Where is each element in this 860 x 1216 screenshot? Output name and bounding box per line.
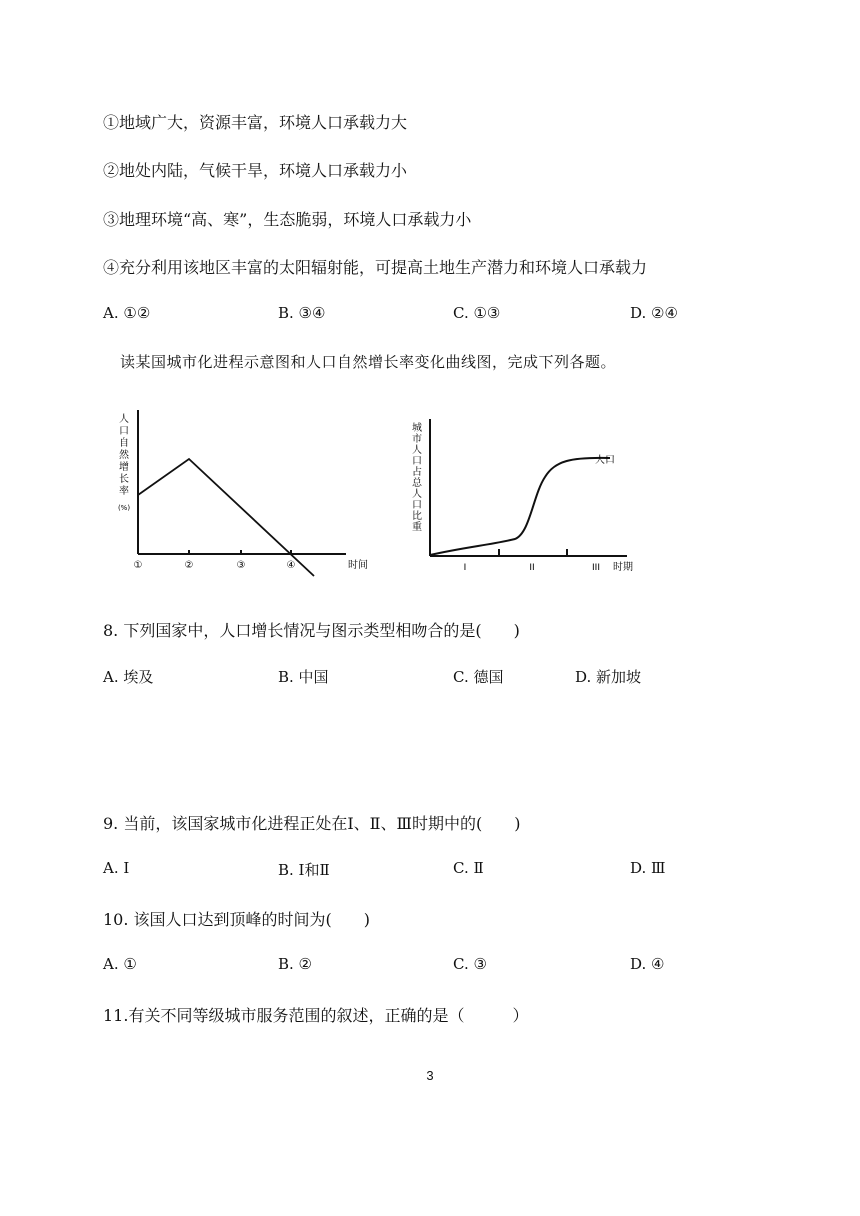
urbanization-ylabel-char: 城 (412, 423, 422, 434)
q8-option-c: C. 德国 (453, 668, 504, 686)
q8-option-a: A. 埃及 (103, 668, 154, 686)
urbanization-ylabel-char: 市 (412, 434, 422, 445)
urbanization-tick-label: I (463, 563, 467, 573)
growth-rate-ylabel-char: 人 (119, 414, 129, 425)
statement-4: ④充分利用该地区丰富的太阳辐射能，可提高土地生产潜力和环境人口承载力 (103, 258, 648, 277)
q8-option-d: D. 新加坡 (575, 668, 642, 686)
q10-option-a: A. ① (103, 955, 137, 973)
urbanization-ylabel-char: 人 (412, 489, 422, 500)
q9-option-b: B. Ⅰ和Ⅱ (278, 861, 330, 879)
urbanization-tick-label: II (529, 563, 535, 573)
growth-rate-ylabel-char: 增 (119, 462, 129, 473)
q9-option-c: C. Ⅱ (453, 859, 484, 877)
q7-option-c: C. ①③ (453, 304, 501, 322)
q8-option-b: B. 中国 (278, 668, 329, 686)
growth-rate-chart (110, 400, 380, 580)
q9-question: 9. 当前，该国家城市化进程正处在Ⅰ、Ⅱ、Ⅲ时期中的( ) (103, 814, 521, 833)
growth-rate-tick-label: ② (184, 560, 194, 571)
growth-rate-xlabel: 时间 (348, 560, 368, 571)
growth-rate-ylabel-char: 口 (119, 426, 129, 437)
statement-3: ③地理环境“高、寒”，生态脆弱，环境人口承载力小 (103, 210, 472, 229)
q7-option-d: D. ②④ (630, 304, 678, 322)
urbanization-curve (430, 458, 610, 555)
growth-rate-ylabel-char: 然 (119, 450, 129, 461)
q10-question: 10. 该国人口达到顶峰的时间为( ) (103, 910, 371, 929)
page-number: 3 (426, 1068, 434, 1083)
q10-option-c: C. ③ (453, 955, 487, 973)
growth-rate-ylabel (118, 412, 130, 512)
growth-rate-ylabel-unit: (%) (117, 504, 131, 512)
intro-text: 读某国城市化进程示意图和人口自然增长率变化曲线图，完成下列各题。 (120, 353, 617, 371)
urbanization-ylabel-char: 占 (412, 467, 422, 478)
growth-rate-ylabel-char: 自 (119, 438, 129, 449)
growth-rate-line (138, 459, 314, 576)
urbanization-chart (405, 415, 645, 580)
urbanization-xlabel: 时期 (613, 562, 633, 573)
q9-option-a: A. Ⅰ (103, 859, 130, 877)
urbanization-curve-label: 人口 (595, 455, 615, 466)
q7-option-a: A. ①② (103, 304, 151, 322)
urbanization-ylabel (412, 421, 423, 533)
urbanization-tick-label: III (592, 563, 600, 573)
q10-option-b: B. ② (278, 955, 313, 973)
growth-rate-tick-label: ③ (236, 560, 246, 571)
growth-rate-tick-label: ④ (286, 560, 296, 571)
q8-question: 8. 下列国家中，人口增长情况与图示类型相吻合的是( ) (103, 621, 520, 640)
urbanization-ylabel-char: 口 (412, 500, 422, 511)
urbanization-ylabel-char: 人 (412, 445, 422, 456)
q7-option-b: B. ③④ (278, 304, 326, 322)
statement-2: ②地处内陆，气候干旱，环境人口承载力小 (103, 161, 408, 180)
q11-question: 11.有关不同等级城市服务范围的叙述，正确的是（ ） (103, 1006, 529, 1025)
growth-rate-ylabel-char: 长 (119, 474, 129, 485)
q9-option-d: D. Ⅲ (630, 859, 666, 877)
growth-rate-tick-label: ① (133, 560, 143, 571)
urbanization-ylabel-char: 总 (412, 478, 422, 489)
statement-1: ①地域广大，资源丰富，环境人口承载力大 (103, 113, 408, 132)
urbanization-ylabel-char: 口 (412, 456, 422, 467)
urbanization-ylabel-char: 比 (412, 511, 422, 522)
urbanization-ylabel-char: 重 (412, 522, 422, 533)
q10-option-d: D. ④ (630, 955, 665, 973)
growth-rate-ylabel-char: 率 (119, 486, 129, 497)
